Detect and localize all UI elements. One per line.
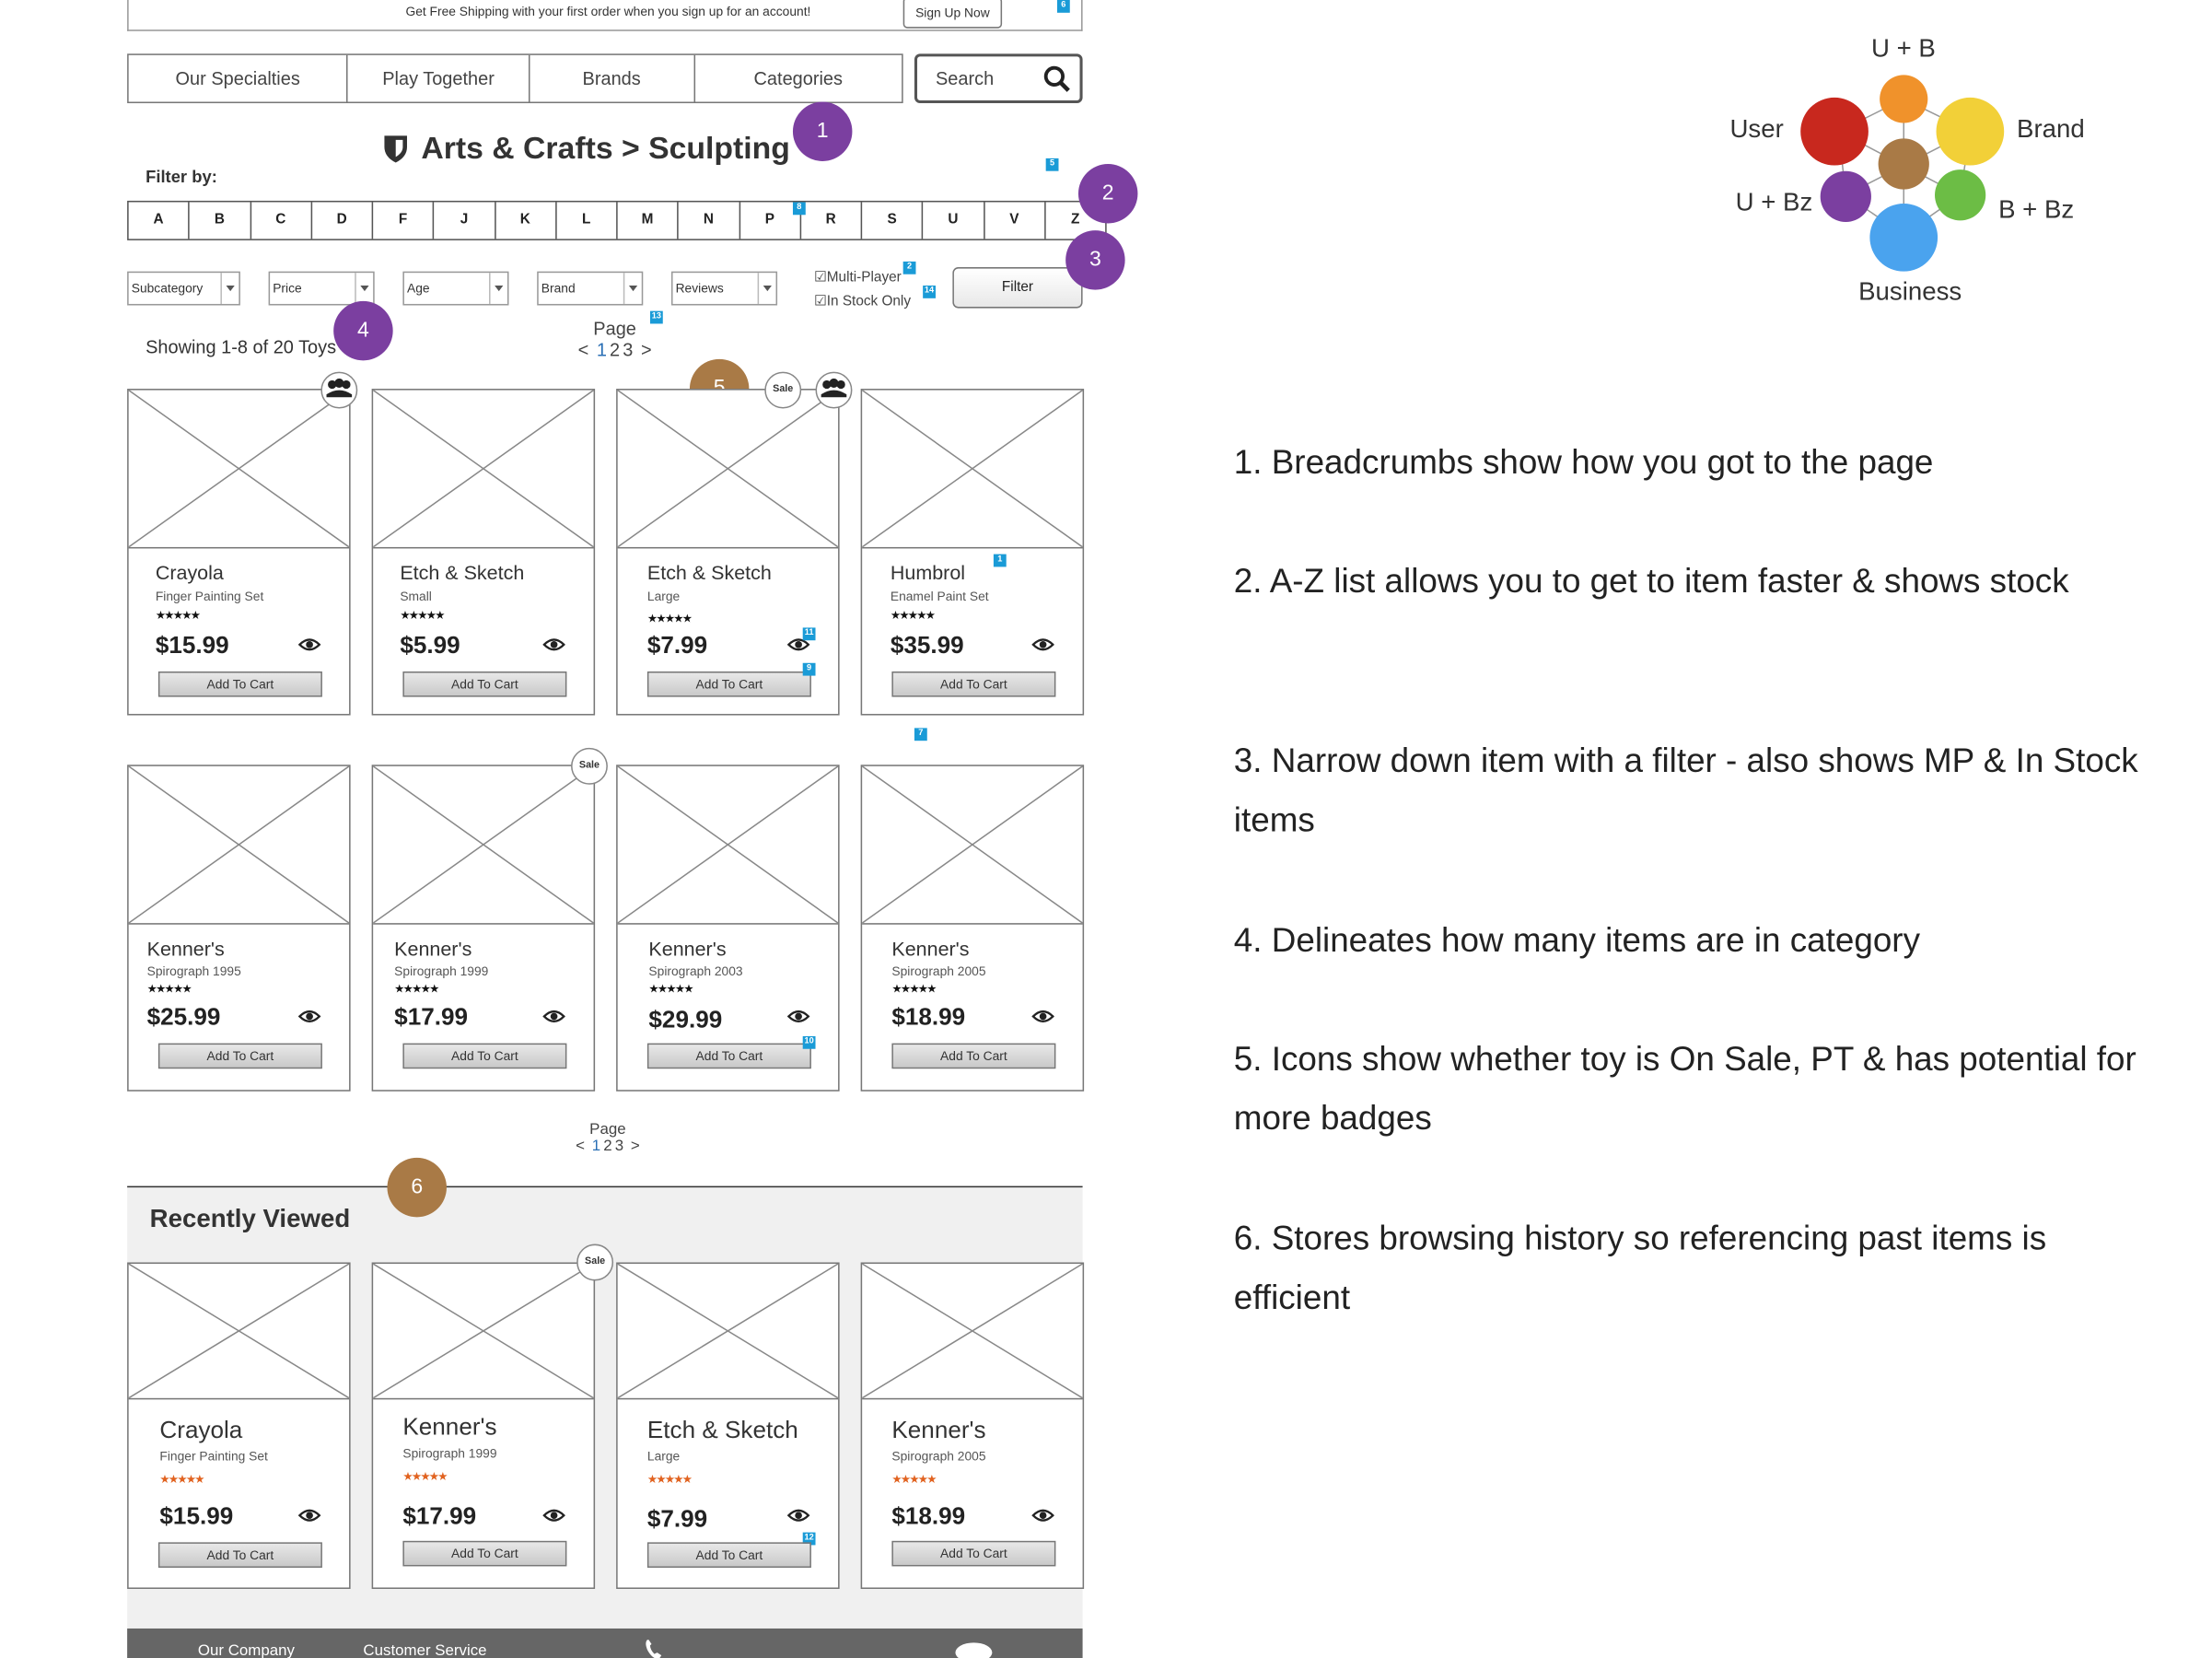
- pagination-bottom: [558, 1121, 657, 1155]
- product-subtitle: Small: [400, 589, 432, 604]
- add-to-cart-button[interactable]: Add To Cart: [158, 1542, 322, 1568]
- chevron-down-icon: [763, 286, 772, 291]
- rating-stars: ★★★★★: [891, 982, 936, 996]
- product-brand[interactable]: Crayola: [159, 1416, 243, 1443]
- az-letter[interactable]: C: [250, 202, 311, 239]
- add-to-cart-button[interactable]: Add To Cart: [158, 1044, 322, 1069]
- eye-icon[interactable]: [542, 637, 565, 651]
- rating-stars: ★★★★★: [146, 982, 191, 996]
- az-letter[interactable]: L: [556, 202, 617, 239]
- nav-item-brands[interactable]: Brands: [530, 55, 694, 102]
- add-to-cart-button[interactable]: Add To Cart: [402, 671, 566, 697]
- eye-icon[interactable]: [787, 1509, 810, 1523]
- nav-item-play-together[interactable]: Play Together: [348, 55, 530, 102]
- subcategory-select[interactable]: [127, 272, 240, 306]
- callout-2: 2: [1078, 164, 1137, 223]
- chevron-down-icon: [629, 286, 637, 291]
- rating-stars: ★★★★★: [646, 1473, 692, 1486]
- legend-label-bbz: B + Bz: [1998, 194, 2075, 224]
- marker-10: 10: [803, 1036, 816, 1049]
- marker-13: 13: [650, 311, 663, 324]
- product-subtitle: Enamel Paint Set: [890, 589, 989, 604]
- divider: [127, 1186, 1082, 1188]
- az-letter[interactable]: R: [801, 202, 862, 239]
- product-price: $18.99: [891, 1502, 966, 1530]
- az-letter[interactable]: Z: [1071, 212, 1080, 228]
- search-placeholder: Search: [935, 67, 995, 89]
- az-letter[interactable]: F: [373, 202, 434, 239]
- pager-prev[interactable]: <: [577, 339, 589, 361]
- az-letter[interactable]: P: [739, 202, 800, 239]
- product-image-placeholder: [129, 391, 349, 549]
- callout-6: 6: [388, 1158, 447, 1217]
- eye-icon[interactable]: [787, 1010, 810, 1023]
- product-price: $35.99: [890, 632, 964, 660]
- legend-label-ub: U + B: [1870, 33, 1936, 63]
- marker-8: 8: [793, 202, 806, 215]
- brand-select[interactable]: [537, 272, 643, 306]
- age-select[interactable]: [402, 272, 508, 306]
- chevron-down-icon: [360, 286, 368, 291]
- age-label: Age: [406, 281, 430, 296]
- product-subtitle: Large: [646, 589, 681, 604]
- product-subtitle: Spirograph 2005: [891, 1449, 986, 1464]
- user-node: [1800, 98, 1869, 166]
- search-input[interactable]: [914, 53, 1083, 103]
- multiplayer-checkbox[interactable]: ☑Multi-Player: [813, 270, 902, 286]
- note-1: 1. Breadcrumbs show how you got to the page: [1233, 443, 1934, 483]
- product-image-placeholder: [129, 766, 349, 925]
- az-letter[interactable]: J: [435, 202, 495, 239]
- callout-4: 4: [333, 301, 392, 360]
- breadcrumb: [381, 130, 790, 167]
- sign-up-button[interactable]: Sign Up Now: [903, 0, 1002, 29]
- ub-node: [1880, 75, 1927, 123]
- rating-stars: ★★★★★: [890, 609, 935, 623]
- pagination-top: [565, 318, 664, 360]
- shield-icon: [381, 133, 410, 164]
- pager-page[interactable]: 3: [623, 339, 634, 361]
- filter-label: Filter by:: [146, 167, 217, 187]
- az-letter[interactable]: N: [679, 202, 739, 239]
- legend-label-ubz: U + Bz: [1735, 188, 1813, 216]
- marker-5: 5: [1046, 158, 1059, 171]
- eye-icon[interactable]: [298, 637, 321, 651]
- product-price: $5.99: [400, 632, 460, 660]
- product-card[interactable]: [372, 765, 595, 1092]
- pager-next[interactable]: >: [630, 1138, 640, 1155]
- sale-badge: Sale: [764, 372, 801, 409]
- pager-label: Page: [589, 1121, 626, 1138]
- add-to-cart-button[interactable]: Add To Cart: [647, 1044, 811, 1069]
- note-6: 6. Stores browsing history so referencing past items is efficient: [1233, 1220, 2047, 1318]
- nav-item-our-specialties[interactable]: Our Specialties: [129, 55, 349, 102]
- product-card[interactable]: [616, 765, 839, 1092]
- subcategory-label: Subcategory: [131, 281, 204, 296]
- rating-stars: ★★★★★: [155, 609, 200, 623]
- pager-label: Page: [593, 318, 636, 340]
- reviews-label: Reviews: [675, 281, 724, 296]
- nav-item-categories[interactable]: Categories: [753, 67, 844, 89]
- footer: [127, 1629, 1082, 1658]
- product-price: $17.99: [394, 1003, 468, 1031]
- product-price: $7.99: [646, 1505, 708, 1533]
- note-2: 2. A-Z list allows you to get to item faster & shows stock: [1233, 562, 2069, 601]
- product-brand[interactable]: Kenner's: [648, 937, 727, 961]
- add-to-cart-button[interactable]: Add To Cart: [647, 671, 811, 697]
- recently-viewed-title: Recently Viewed: [149, 1204, 351, 1233]
- ubz-node: [1821, 171, 1871, 222]
- product-image-placeholder: [373, 1264, 593, 1399]
- note-3: 3. Narrow down item with a filter - also shows MP & In Stock items: [1233, 741, 2138, 840]
- pager-page[interactable]: 1: [591, 1138, 601, 1155]
- product-subtitle: Spirograph 1999: [402, 1445, 497, 1461]
- eye-icon[interactable]: [1031, 637, 1054, 651]
- recent-product-card[interactable]: [861, 1262, 1084, 1589]
- rating-stars: ★★★★★: [891, 1473, 936, 1486]
- az-filter-list: [127, 201, 1107, 240]
- play-together-badge: [816, 372, 853, 409]
- result-count: Showing 1-8 of 20 Toys: [146, 336, 337, 358]
- az-letter[interactable]: K: [495, 202, 556, 239]
- pager-page[interactable]: 1: [596, 339, 607, 361]
- rating-stars: ★★★★★: [402, 1470, 447, 1483]
- az-letter[interactable]: A: [129, 202, 190, 239]
- add-to-cart-button[interactable]: Add To Cart: [891, 1541, 1055, 1567]
- center-node: [1879, 138, 1929, 189]
- marker-11: 11: [803, 627, 816, 640]
- product-subtitle: Spirograph 1999: [394, 963, 489, 979]
- add-to-cart-button[interactable]: Add To Cart: [402, 1044, 566, 1069]
- az-letter[interactable]: B: [190, 202, 250, 239]
- product-price: $29.99: [648, 1006, 723, 1033]
- bbz-node: [1935, 169, 1985, 220]
- group-icon: [817, 373, 851, 407]
- add-to-cart-button[interactable]: Add To Cart: [647, 1542, 811, 1568]
- recent-product-card[interactable]: [127, 1262, 350, 1589]
- marker-7: 7: [914, 728, 927, 741]
- eye-icon[interactable]: [542, 1010, 565, 1023]
- product-price: $15.99: [159, 1502, 234, 1530]
- chevron-down-icon: [495, 286, 503, 291]
- marker-12: 12: [803, 1533, 816, 1546]
- product-image-placeholder: [862, 391, 1082, 549]
- az-letter[interactable]: U: [924, 202, 984, 239]
- note-4: 4. Delineates how many items are in category: [1233, 921, 1921, 961]
- add-to-cart-button[interactable]: Add To Cart: [891, 671, 1055, 697]
- marker-6: 6: [1057, 0, 1070, 13]
- product-brand[interactable]: Crayola: [155, 561, 224, 584]
- eye-icon[interactable]: [1031, 1509, 1054, 1523]
- pager-page[interactable]: 2: [610, 339, 621, 361]
- rating-stars: ★★★★★: [648, 982, 693, 996]
- footer-link-customer-service[interactable]: Customer Service: [363, 1642, 487, 1658]
- az-letter[interactable]: V: [984, 202, 1045, 239]
- pager-page[interactable]: 3: [614, 1138, 624, 1155]
- product-subtitle: Finger Painting Set: [159, 1449, 268, 1464]
- eye-icon[interactable]: [298, 1010, 321, 1023]
- product-price: $25.99: [146, 1003, 221, 1031]
- product-subtitle: Spirograph 2005: [891, 963, 986, 979]
- product-image-placeholder: [862, 1264, 1082, 1399]
- marker-2: 2: [903, 262, 916, 274]
- sale-badge: Sale: [571, 748, 608, 785]
- product-image-placeholder: [862, 766, 1082, 925]
- sale-badge: Sale: [576, 1244, 613, 1281]
- product-subtitle: Spirograph 1995: [146, 963, 241, 979]
- phone-icon[interactable]: [643, 1639, 662, 1658]
- recent-product-card[interactable]: [616, 1262, 839, 1589]
- multiplayer-label: Multi-Player: [826, 270, 902, 286]
- az-letter[interactable]: S: [862, 202, 923, 239]
- rating-stars: ★★★★★: [159, 1473, 204, 1486]
- callout-1: 1: [793, 101, 852, 160]
- product-card[interactable]: [861, 389, 1084, 716]
- product-brand[interactable]: Kenner's: [402, 1413, 497, 1441]
- rating-stars: ★★★★★: [646, 612, 692, 625]
- product-image-placeholder: [373, 391, 593, 549]
- product-card[interactable]: [616, 389, 839, 716]
- callout-3: 3: [1065, 230, 1124, 289]
- product-card[interactable]: [372, 389, 595, 716]
- marker-1: 1: [994, 555, 1007, 567]
- group-icon: [322, 373, 356, 407]
- marker-9: 9: [803, 663, 816, 676]
- product-price: $18.99: [891, 1003, 966, 1031]
- product-card[interactable]: [127, 389, 350, 716]
- az-letter[interactable]: D: [312, 202, 373, 239]
- promo-banner: [127, 0, 1082, 31]
- search-icon[interactable]: [1043, 65, 1072, 94]
- product-price: $17.99: [402, 1502, 477, 1530]
- add-to-cart-button[interactable]: Add To Cart: [402, 1541, 566, 1567]
- product-brand[interactable]: Kenner's: [146, 937, 225, 961]
- recent-product-card[interactable]: [372, 1262, 595, 1589]
- chevron-down-icon: [227, 286, 235, 291]
- eye-icon[interactable]: [298, 1509, 321, 1523]
- persona-diagram: [1795, 68, 2021, 280]
- legend-label-user: User: [1729, 114, 1784, 144]
- chat-icon[interactable]: [954, 1641, 994, 1658]
- page-title[interactable]: Arts & Crafts > Sculpting: [421, 130, 790, 166]
- pager-prev[interactable]: <: [576, 1138, 585, 1155]
- legend-label-business: Business: [1858, 276, 1962, 306]
- product-subtitle: Finger Painting Set: [155, 589, 264, 604]
- note-5: 5. Icons show whether toy is On Sale, PT & has potential for more badges: [1233, 1040, 2136, 1138]
- product-subtitle: Spirograph 2003: [648, 963, 743, 979]
- business-node: [1869, 204, 1938, 272]
- filter-button[interactable]: Filter: [952, 267, 1082, 309]
- product-image-placeholder: [618, 766, 838, 925]
- product-image-placeholder: [618, 391, 838, 549]
- product-price: $7.99: [646, 632, 708, 660]
- product-image-placeholder: [373, 766, 593, 925]
- footer-link-our-company[interactable]: Our Company: [197, 1642, 295, 1658]
- add-to-cart-button[interactable]: Add To Cart: [891, 1044, 1055, 1069]
- price-select[interactable]: [269, 272, 375, 306]
- instock-checkbox[interactable]: ☑In Stock Only: [813, 294, 912, 310]
- product-brand[interactable]: Etch & Sketch: [646, 561, 772, 584]
- brand-label: Brand: [541, 281, 576, 296]
- product-subtitle: Large: [646, 1449, 681, 1464]
- instock-label: In Stock Only: [826, 294, 912, 310]
- product-brand[interactable]: Kenner's: [891, 937, 970, 961]
- pager-next[interactable]: >: [640, 339, 652, 361]
- price-label: Price: [273, 281, 302, 296]
- product-card[interactable]: [127, 765, 350, 1092]
- product-brand[interactable]: Etch & Sketch: [646, 1416, 798, 1443]
- reviews-select[interactable]: [671, 272, 777, 306]
- add-to-cart-button[interactable]: Add To Cart: [158, 671, 322, 697]
- brand-node: [1937, 98, 2005, 166]
- play-together-badge: [320, 372, 357, 409]
- product-price: $15.99: [155, 632, 229, 660]
- rating-stars: ★★★★★: [400, 609, 444, 623]
- product-card[interactable]: [861, 765, 1084, 1092]
- rating-stars: ★★★★★: [394, 982, 438, 996]
- marker-14: 14: [923, 286, 936, 298]
- az-letter[interactable]: M: [618, 202, 679, 239]
- product-brand[interactable]: Kenner's: [891, 1416, 986, 1443]
- eye-icon[interactable]: [1031, 1010, 1054, 1023]
- eye-icon[interactable]: [542, 1509, 565, 1523]
- product-image-placeholder: [618, 1264, 838, 1399]
- product-brand[interactable]: Kenner's: [394, 937, 472, 961]
- product-brand[interactable]: Humbrol: [890, 561, 966, 584]
- main-nav: [127, 53, 903, 103]
- pager-page[interactable]: 2: [603, 1138, 612, 1155]
- product-brand[interactable]: Etch & Sketch: [400, 561, 525, 584]
- banner-message: Get Free Shipping with your first order when you sign up for an account!: [405, 4, 811, 18]
- product-image-placeholder: [129, 1264, 349, 1399]
- legend-label-brand: Brand: [2017, 114, 2085, 144]
